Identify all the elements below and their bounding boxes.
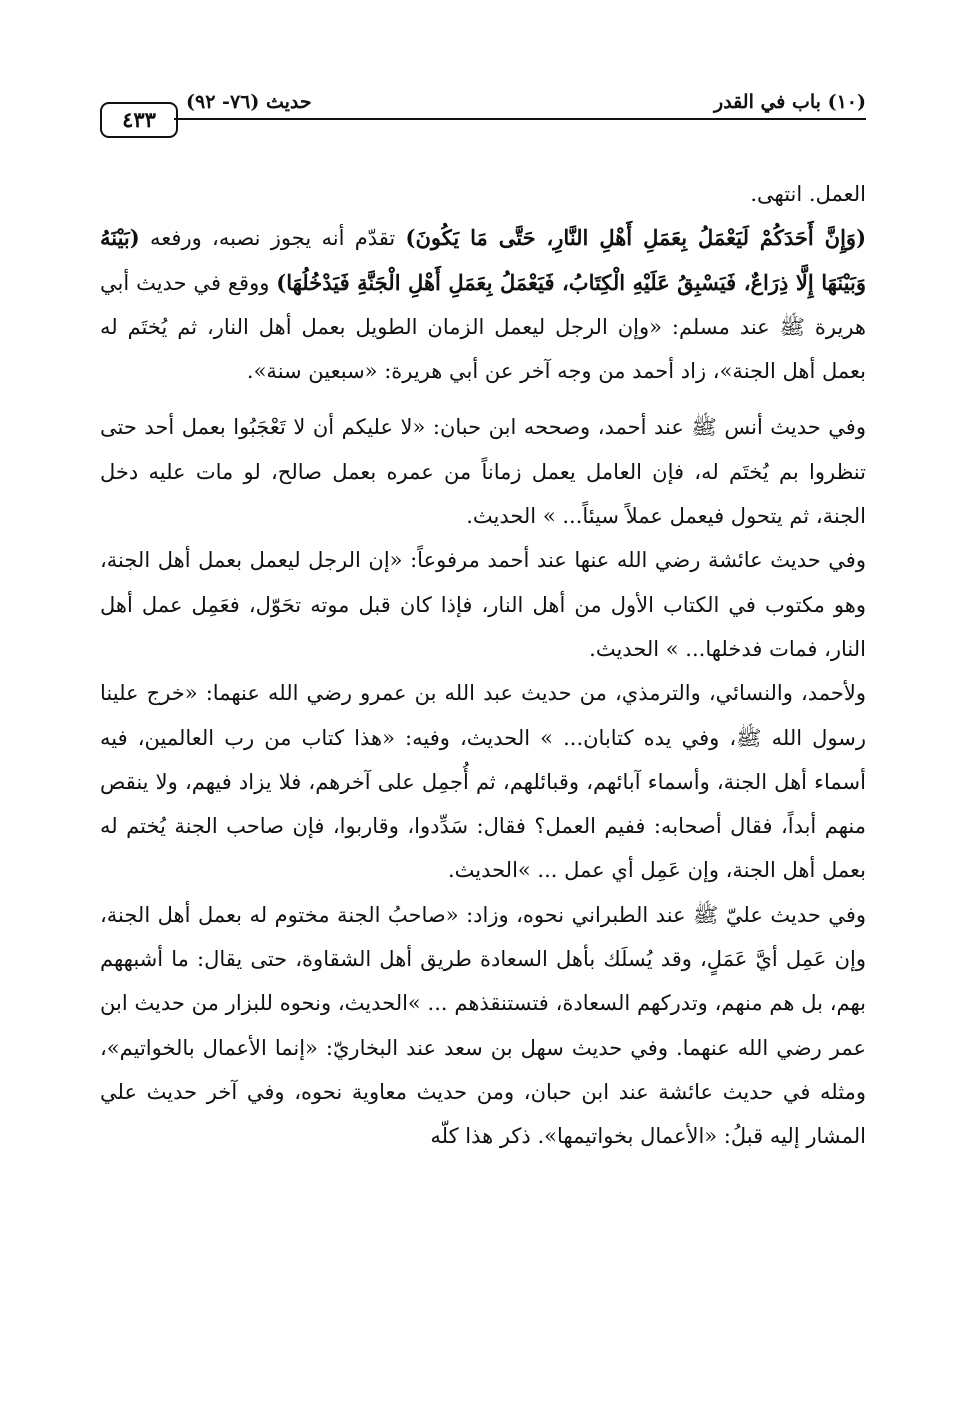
hadith-quote-1: (وَإِنَّ أَحَدَكُمْ لَيَعْمَلُ بِعَمَلِ أَهْلِ النَّارِ، حَتَّى مَا يَكُونَ): [405, 225, 867, 251]
paragraph-6: وفي حديث عليّ ﷺ عند الطبراني نحوه، وزاد: «صاحبُ الجنة مختوم له بعمل أهل الجنة، وإن عَمِل أيَّ عَمَلٍ، وقد يُسلَك بأهل السعادة طريق أهل الشقاوة، حتى يقال: ما أشبههم بهم، بل هم منهم، وتدركهم السعادة، فتستنقذهم ... »الحديث، ونحوه للبزار من حديث ابن عمر رضي الله عنهما. وفي حديث سهل بن سعد عند البخاريّ: «إنما الأعمال بالخواتيم»، ومثله في حديث عائشة عند ابن حبان، ومن حديث معاوية نحوه، وفي آخر حديث علي المشار إليه قبلُ: «الأعمال بخواتيمها». ذكر هذا كلّه: [100, 902, 866, 1149]
chapter-title: (١٠) باب في القدر: [714, 91, 866, 113]
paragraph-3: وفي حديث أنس ﷺ عند أحمد، وصححه ابن حبان: «لا عليكم أن لا تَعْجَبُوا بعمل أحد حتى تنظروا بم يُختَم له، فإن العامل يعمل زماناً من عمره بعمل صالح، لو مات عليه دخل الجنة، ثم يتحول فيعمل عملاً سيئاً... » الحديث.: [100, 415, 866, 529]
running-header: [100, 88, 866, 140]
hadith-quote-2: (بَيْنَهُ وَبَيْنَهَا إِلَّا ذِرَاعٌ، فَيَسْبِقُ عَلَيْهِ الْكِتَابُ، فَيَعْمَلُ بِعَمَلِ أَهْلِ الْجَنَّةِ فَيَدْخُلُهَا): [100, 225, 866, 295]
hadith-range: حديث (٧٦- ٩٢): [186, 91, 312, 113]
body-text: [100, 172, 866, 1159]
commentary-text-1: تقدّم أنه يجوز نصبه، ورفعه: [139, 226, 406, 251]
page-number-box: [100, 102, 178, 138]
page-number: ٤٣٣: [122, 107, 156, 132]
header-rule: [174, 118, 866, 120]
paragraph-1: العمل. انتهى.: [750, 182, 866, 206]
paragraph-4: وفي حديث عائشة رضي الله عنها عند أحمد مرفوعاً: «إن الرجل ليعمل بعمل أهل الجنة، وهو مكتوب في الكتاب الأول من أهل النار، فإذا كان قبل موته تحَوّل، فعَمِل عمل أهل النار، فمات فدخلها... » الحديث.: [100, 548, 866, 661]
paragraph-5: ولأحمد، والنسائي، والترمذي، من حديث عبد الله بن عمرو رضي الله عنهما: «خرج علينا رسول الله ﷺ، وفي يده كتابان... » الحديث، وفيه: «هذا كتاب من رب العالمين، فيه أسماء أهل الجنة، وأسماء آبائهم، وقبائلهم، ثم أُجمِل على آخرهم، فلا يزاد فيهم، ولا ينقص منهم أبداً، فقال أصحابه: ففيم العمل؟ فقال: سَدِّدوا، وقاربوا، فإن صاحب الجنة يُختم له بعمل أهل الجنة، وإن عَمِل أي عمل ... »الحديث.: [100, 681, 866, 883]
paragraph-2: [100, 216, 866, 393]
commentary-text-2: ووقع في حديث أبي هريرة ﷺ عند مسلم: «وإن الرجل ليعمل الزمان الطويل بعمل أهل النار، ثم يُختَم له بعمل أهل الجنة»، زاد أحمد من وجه آخر عن أبي هريرة: «سبعين سنة».: [100, 270, 866, 384]
